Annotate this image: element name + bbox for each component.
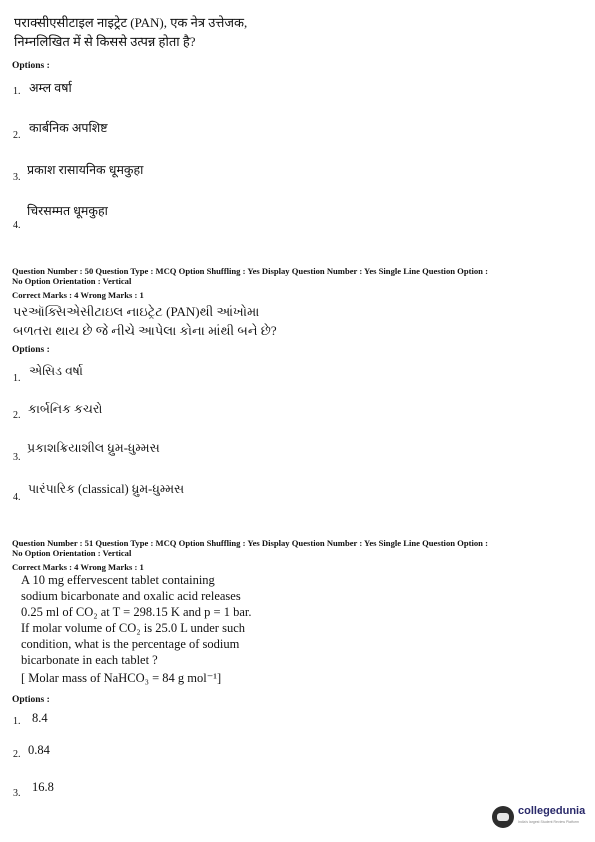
option-number: 2. <box>13 749 21 760</box>
question-49-line-2: निम्नलिखित में से किससे उत्पन्न होता है? <box>14 34 196 49</box>
question-51-line-7: [ Molar mass of NaHCO₃ = 84 g mol⁻¹] <box>21 671 222 685</box>
question-50-line-2: બળતરા થાય છે જે નીચે આપેલા કોના માંથી બને છે? <box>13 323 277 338</box>
option-number: 2. <box>13 130 21 141</box>
question-51-line-2: sodium bicarbonate and oxalic acid releases <box>21 589 241 603</box>
option-text: अम्ल वर्षा <box>29 81 72 95</box>
option-text: प्रकाश रासायनिक धूमकुहा <box>27 163 144 177</box>
question-51-marks: Correct Marks : 4 Wrong Marks : 1 <box>12 562 144 572</box>
option-number: 2. <box>13 410 21 421</box>
options-heading-50: Options : <box>12 345 50 355</box>
option-number: 1. <box>13 373 21 384</box>
option-text: પારંપારિક (classical) ધ્રુમ-ધુમ્મસ <box>28 482 185 496</box>
question-51-meta-line-1: Question Number : 51 Question Type : MCQ Option Shuffling : Yes Display Question Number : Yes Single Line Question Option : <box>12 538 488 548</box>
option-text: એસિડ વર્ષા <box>29 364 83 378</box>
option-text: 8.4 <box>32 711 48 725</box>
question-51-line-5: condition, what is the percentage of sodium <box>21 637 240 651</box>
option-text: चिरसम्मत धूमकुहा <box>27 204 108 218</box>
option-text: કાર્બનિક કચરો <box>28 402 103 416</box>
collegedunia-logo <box>492 802 588 832</box>
option-number: 3. <box>13 452 21 463</box>
question-50-meta-line-2: No Option Orientation : Vertical <box>12 276 132 286</box>
logo-tagline: India's largest Student Review Platform <box>518 820 579 824</box>
option-number: 3. <box>13 788 21 799</box>
option-number: 3. <box>13 172 21 183</box>
question-50-line-1: પરઑક્સિએસીટાઇલ નાઇટ્રેટ (PAN)થી આંખોમા <box>13 304 260 319</box>
question-51-line-1: A 10 mg effervescent tablet containing <box>21 573 215 587</box>
option-number: 4. <box>13 492 21 503</box>
question-51-meta-line-2: No Option Orientation : Vertical <box>12 548 132 558</box>
logo-name: collegedunia <box>518 805 586 817</box>
option-number: 1. <box>13 86 21 97</box>
question-50-marks: Correct Marks : 4 Wrong Marks : 1 <box>12 290 144 300</box>
question-51-line-3: 0.25 ml of CO₂ at T = 298.15 K and p = 1 bar. <box>21 605 252 619</box>
option-text: कार्बनिक अपशिष्ट <box>29 121 108 135</box>
option-text: પ્રકાશક્રિયાશીલ ધ્રુમ-ધુમ્મસ <box>27 441 160 455</box>
question-51-line-6: bicarbonate in each tablet ? <box>21 653 158 667</box>
owl-icon <box>492 806 514 828</box>
question-49-line-1: पराक्सीएसीटाइल नाइट्रेट (PAN), एक नेत्र उत्तेजक, <box>14 15 248 30</box>
option-text: 0.84 <box>28 743 50 757</box>
option-text: 16.8 <box>32 780 54 794</box>
question-51-line-4: If molar volume of CO₂ is 25.0 L under such <box>21 621 245 635</box>
options-heading-51: Options : <box>12 695 50 705</box>
option-number: 1. <box>13 716 21 727</box>
option-number: 4. <box>13 220 21 231</box>
question-50-meta-line-1: Question Number : 50 Question Type : MCQ Option Shuffling : Yes Display Question Number : Yes Single Line Question Option : <box>12 266 488 276</box>
options-heading-49: Options : <box>12 61 50 71</box>
